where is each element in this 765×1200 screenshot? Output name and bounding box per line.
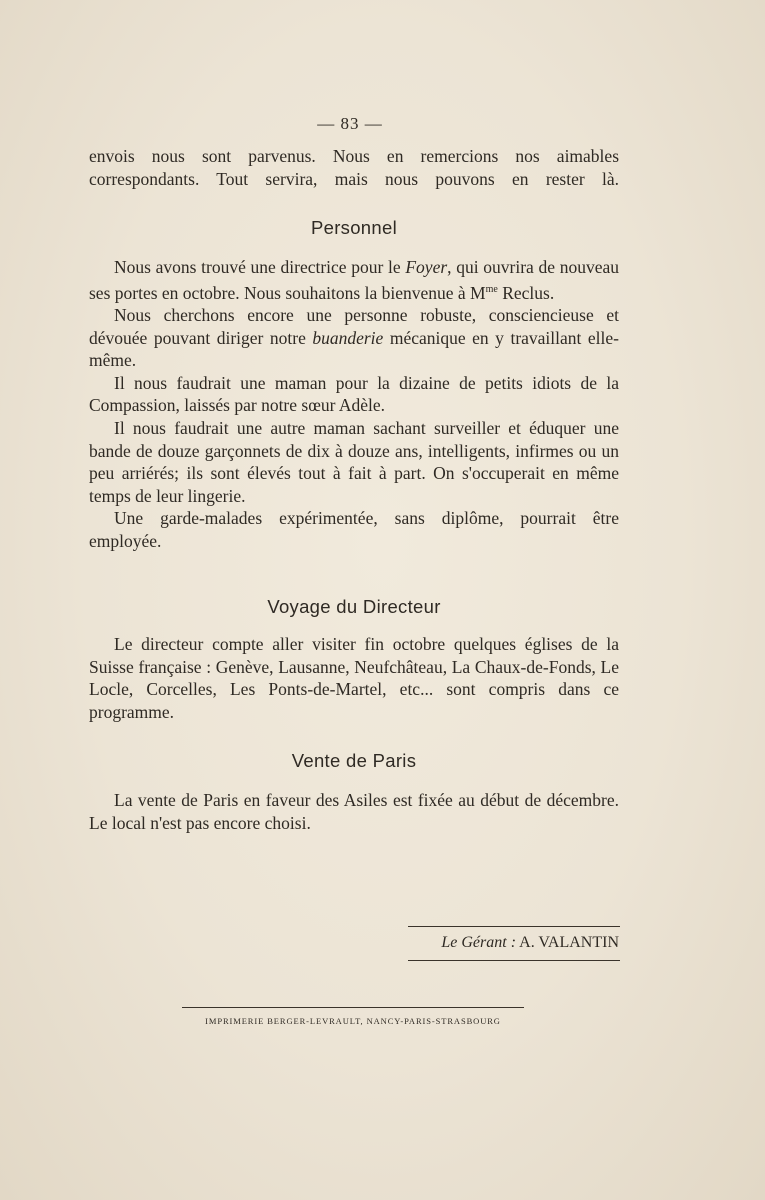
personnel-p1-text-b: , qui ouvrira de nouveau ses portes en octobre. Nous souhaitons la bienvenue à M [89,257,619,303]
heading-personnel: Personnel [310,217,397,238]
personnel-paragraph-4: Il nous faudrait une autre maman sachant surveiller et éduquer une bande de douze garçonnets de dix à douze ans, intelligents, infirmes ou un peu arriérés; ils sont élevés tout à fait à part. On s'occuperait en même temps de leur lingerie. [89,417,619,506]
vente-section [89,789,619,834]
intro-line-1: envois nous sont parvenus. Nous en remercions nos aimables [89,146,619,166]
signature-line [405,934,619,952]
personnel-p1-superscript: me [485,283,498,295]
personnel-p1-text-c: Reclus. [497,282,555,303]
personnel-paragraph-2 [89,304,619,372]
personnel-paragraph-5: Une garde-malades expérimentée, sans diplôme, pourrait être employée. [89,508,619,551]
personnel-section [89,256,619,553]
printer-rule [182,1007,524,1008]
signature-name: A. VALANTIN [519,934,619,951]
voyage-paragraph-1: Le directeur compte aller visiter fin octobre quelques églises de la Suisse française : Genève, Lausanne, Neufchâteau, La Chaux-de-Fonds, Le Locle, Corcelles, Les Ponts-de-Martel, etc... sont compris dans ce programme. [89,634,619,722]
page-number: — 83 — [317,114,383,133]
personnel-p1-text-a: Nous avons trouvé une directrice pour le [114,257,406,277]
heading-voyage: Voyage du Directeur [267,596,441,617]
signature-rule-top [408,926,620,927]
voyage-section [89,633,619,723]
personnel-p2-text-b: mécanique en y travaillant elle-même. [89,327,619,371]
personnel-paragraph-3: Il nous faudrait une maman pour la dizaine de petits idiots de la Compassion, laissés par notre sœur Adèle. [89,372,619,416]
vente-paragraph-1: La vente de Paris en faveur des Asiles est fixée au début de décembre. Le local n'est pas encore choisi. [89,790,619,833]
personnel-p2-italic: buanderie [312,327,384,348]
printer-imprint: IMPRIMERIE BERGER-LEVRAULT, NANCY-PARIS-STRASBOURG [205,1016,501,1026]
signature-rule-bottom [408,960,620,961]
heading-vente: Vente de Paris [291,750,417,771]
personnel-p2-text-a: Nous cherchons encore une personne robuste, consciencieuse et dévouée pouvant diriger notre [89,305,619,348]
intro-paragraph [89,145,619,190]
personnel-paragraph-1 [89,256,619,304]
signature-label: Le Gérant : [441,934,517,951]
personnel-p1-italic: Foyer [405,257,448,277]
intro-line-2: correspondants. Tout servira, mais nous pouvons en rester là. [89,168,619,189]
